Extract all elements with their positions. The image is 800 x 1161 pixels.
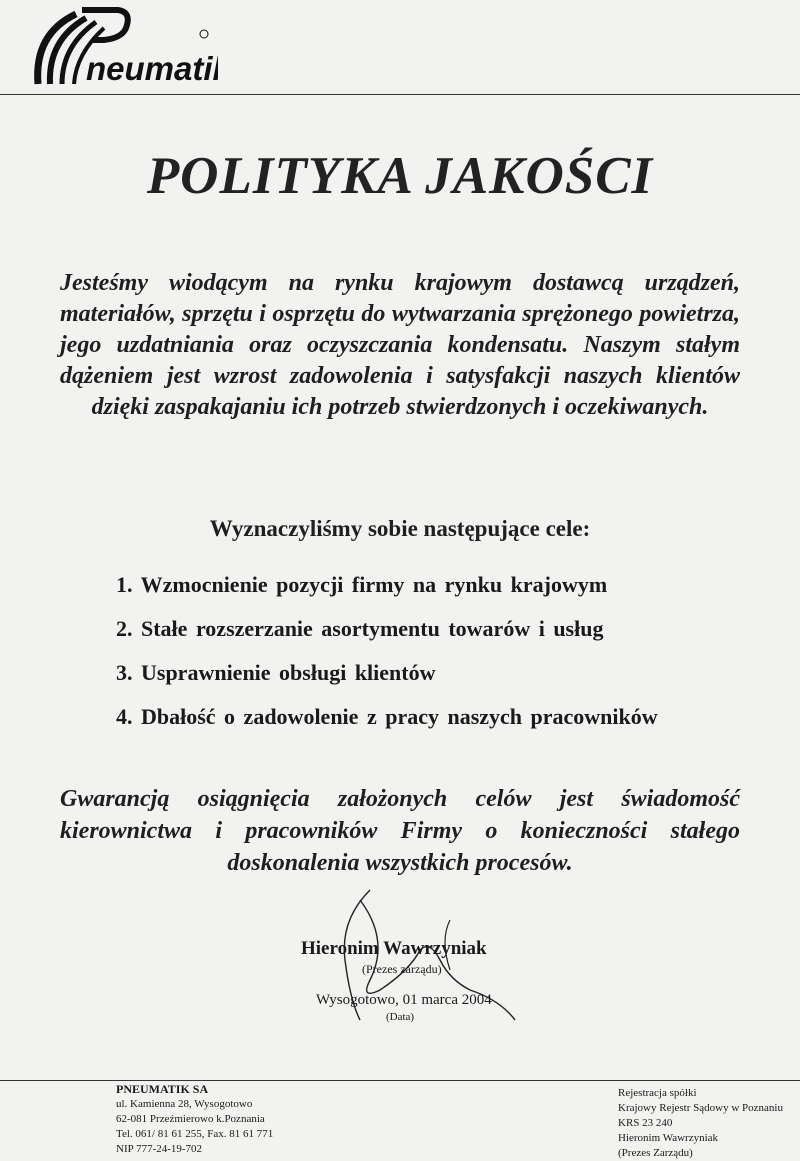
- goal-item: 1. Wzmocnienie pozycji firmy na rynku krajowym: [116, 572, 608, 597]
- goal-item: 4. Dbałość o zadowolenie z pracy naszych pracowników: [116, 704, 658, 729]
- footer-divider: [0, 1080, 800, 1081]
- intro-paragraph: Jesteśmy wiodącym na rynku krajowym dostawcą urządzeń, materiałów, sprzętu i osprzętu do wytwarzania sprężonego powietrza, jego uzdatniania oraz oczyszczania kondensatu. Naszym stałym dążeniem jest wzrost zadowolenia i satysfakcji naszych klientów dzięki zaspakajaniu ich potrzeb stwierdzonych i oczekiwanych.: [60, 270, 740, 420]
- nip-line: NIP 777-24-19-702: [116, 1143, 203, 1155]
- logo-wordmark: neumatik: [86, 50, 218, 87]
- registration-line: Krajowy Rejestr Sądowy w Poznaniu: [618, 1102, 783, 1114]
- registration-line: KRS 23 240: [618, 1117, 673, 1129]
- header-divider: [0, 94, 800, 95]
- goal-item: 2. Stałe rozszerzanie asortymentu towarów i usług: [116, 616, 604, 641]
- address-line: 62-081 Przeźmierowo k.Poznania: [116, 1113, 265, 1125]
- closing-paragraph: Gwarancją osiągnięcia założonych celów jest świadomość kierownictwa i pracowników Firmy o konieczności stałego doskonalenia wszystkich procesów.: [60, 786, 740, 876]
- place-and-date: Wysogotowo, 01 marca 2004: [316, 992, 492, 1008]
- page-title: POLITYKA JAKOŚCI: [146, 147, 654, 205]
- address-line: ul. Kamienna 28, Wysogotowo: [116, 1098, 253, 1110]
- registration-block: [618, 1086, 783, 1161]
- company-address-block: [116, 1082, 273, 1157]
- goals-heading: Wyznaczyliśmy sobie następujące cele:: [209, 516, 591, 541]
- company-logo: [28, 4, 218, 88]
- registration-line: Hieronim Wawrzyniak: [618, 1132, 719, 1144]
- contact-line: Tel. 061/ 81 61 255, Fax. 81 61 771: [116, 1128, 274, 1140]
- goals-list: [116, 570, 658, 746]
- pneumatik-logo-icon: [28, 4, 218, 88]
- registration-line: Rejestracja spółki: [618, 1087, 697, 1099]
- registration-line: (Prezes Zarządu): [618, 1147, 693, 1159]
- company-name: PNEUMATIK SA: [116, 1082, 209, 1096]
- date-label: (Data): [386, 1011, 415, 1023]
- signatory-name: Hieronim Wawrzyniak: [301, 938, 487, 959]
- goal-item: 3. Usprawnienie obsługi klientów: [116, 660, 436, 685]
- signatory-role: (Prezes zarządu): [362, 962, 442, 976]
